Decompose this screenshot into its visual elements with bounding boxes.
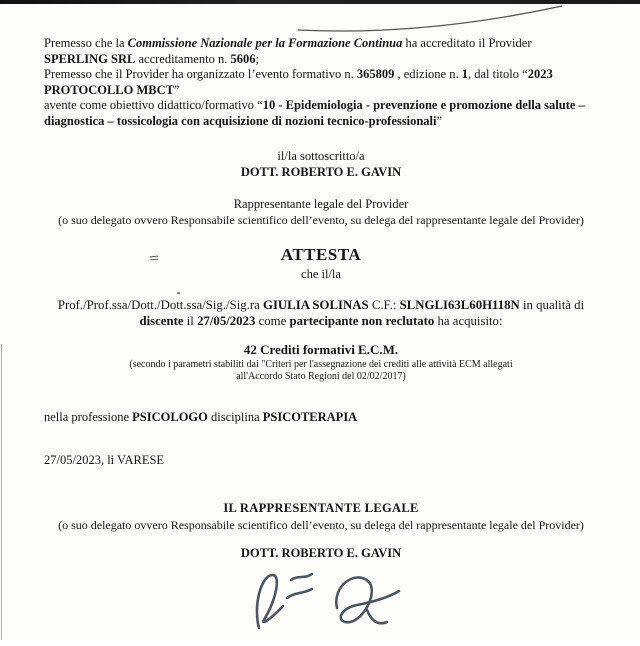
signature-area bbox=[44, 562, 598, 642]
profession-line: nella professione PSICOLOGO disciplina PSICOTERAPIA bbox=[44, 409, 358, 424]
recipient-paragraph: Prof./Prof.ssa/Dott./Dott.ssa/Sig./Sig.ra GIULIA SOLINAS C.F.: SLNGLI63L60H118N in qualità di discente il 27/05/2023 come partecipante non reclutato ha acquisito: bbox=[57, 297, 585, 328]
handwritten-signature bbox=[239, 562, 404, 642]
signer-name: DOTT. ROBERTO E. GAVIN bbox=[240, 164, 402, 179]
role-delegate-note: (o suo delegato ovvero Responsabile scientifico dell’evento, su delega del rappresentante legale del Provider) bbox=[58, 212, 584, 227]
premise-paragraph-1: Premesso che la Commissione Nazionale per la Formazione Continua ha accreditato il Provider SPERLING SRL accreditamento n. 5606; bbox=[44, 36, 532, 66]
attesta-heading: ATTESTA bbox=[280, 245, 362, 265]
premise-paragraph-3: avente come obiettivo didattico/formativo “10 - Epidemiologia - prevenzione e promozione della salute – diagnostica – tossicologia con acquisizione di nozioni tecnico-professionali” bbox=[44, 98, 585, 128]
legal-representative-note: (o suo delegato ovvero Responsabile scientifico dell’evento, su delega del rappresentante legale del Provider) bbox=[58, 518, 584, 533]
credits-line: 42 Crediti formativi E.C.M. bbox=[243, 341, 399, 357]
premises-block bbox=[44, 36, 598, 129]
che-il-la-label: che il/la bbox=[301, 267, 341, 282]
legal-representative-title: IL RAPPRESENTANTE LEGALE bbox=[223, 500, 419, 515]
credits-criteria-note: (secondo i parametri stabiliti dai "Criteri per l'assegnazione dei crediti alle attività ECM allegati all'Accordo Stato Regioni del 02/02/2017) bbox=[129, 358, 513, 383]
premise-paragraph-2: Premesso che il Provider ha organizzato l’evento formativo n. 365809 , edizione n. 1, dal titolo “2023 PROTOCOLLO MBCT” bbox=[44, 67, 553, 97]
role-line: Rappresentante legale del Provider bbox=[233, 197, 409, 211]
legal-representative-name: DOTT. ROBERTO E. GAVIN bbox=[240, 546, 402, 561]
date-place-line: 27/05/2023, li VARESE bbox=[44, 453, 165, 468]
subject-intro-label: il/la sottoscritto/a bbox=[277, 149, 365, 163]
